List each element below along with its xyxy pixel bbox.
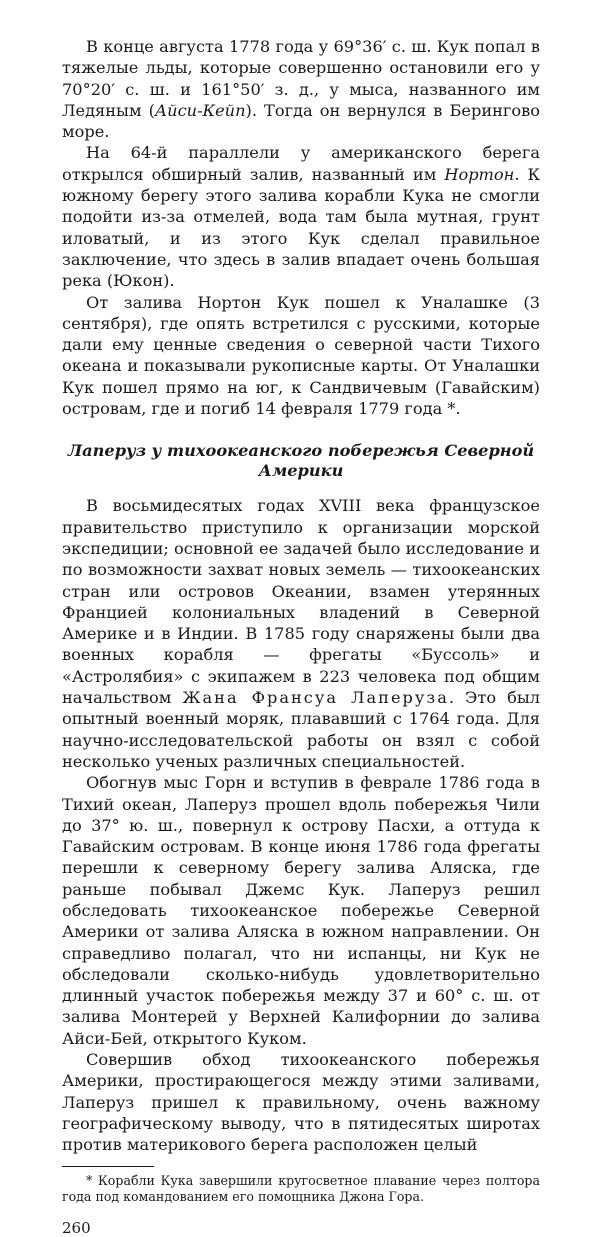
paragraph-text: В конце августа 1778 года у 69°36′ с. ш. Кук попал в тяжелые льды, которые совершенно остановили его у 70°20′ с. ш. и 161°50′ з. д., у мыса, названного им Ледяным ( xyxy=(62,37,540,120)
italic-place-name: Нортон xyxy=(444,164,515,184)
book-page xyxy=(62,36,540,1237)
paragraph-text: . К южному берегу этого залива корабли Кука не смогли подойти из-за отмелей, вода там была мутная, грунт иловатый, и из этого Кук сделал правильное заключение, что здесь в залив впадает очень большая река (Юкон). xyxy=(62,164,540,291)
italic-place-name: Айси-Кейп xyxy=(154,100,246,120)
spaced-person-name: Жана Франсуа Лаперуза xyxy=(182,688,449,708)
paragraph-text: . Это был опытный военный моряк, плававший с 1764 года. Для научно-исследовательской работы он взял с собой несколько ученых различных специальностей. xyxy=(62,688,540,771)
paragraph-norton-bay xyxy=(62,142,540,291)
paragraph-coast-survey: Совершив обход тихоокеанского побережья Америки, простирающегося между этими заливами, Лаперуз пришел к правильному, очень важному географическому выводу, что в пятидесятых широтах против материкового берега расположен целый xyxy=(62,1050,540,1155)
page-number: 260 xyxy=(62,1218,91,1237)
footnote: * Корабли Кука завершили кругосветное плавание через полтора года под командованием его помощника Джона Гора. xyxy=(62,1172,540,1204)
footnote-divider xyxy=(62,1166,154,1167)
paragraph-cook-ice xyxy=(62,36,540,142)
paragraph-cape-horn: Обогнув мыс Горн и вступив в феврале 1786 года в Тихий океан, Лаперуз прошел вдоль побережья Чили до 37° ю. ш., повернул к острову Пасхи, а оттуда к Гавайским островам. В конце июня 1786 года фрегаты перешли к северному берегу залива Аляска, где раньше побывал Джемс Кук. Лаперуз решил обследовать тихоокеанское побережье Северной Америки от залива Аляска в южном направлении. Он справедливо полагал, что ни испанцы, ни Кук не обследовали сколько-нибудь удовлетворительно длинный участок побережья между 37 и 60° с. ш. от залива Монтерей у Верхней Калифорнии до залива Айси-Бей, открытого Куком. xyxy=(62,773,540,1048)
paragraph-unalaska: От залива Нортон Кук пошел к Уналашке (3 сентября), где опять встретился с русскими, которые дали ему ценные сведения о северной части Тихого океана и показывали рукописные карты. От Уналашки Кук пошел прямо на юг, к Сандвичевым (Гавайским) островам, где и погиб 14 февраля 1779 года *. xyxy=(62,292,540,419)
section-heading: Лаперуз у тихоокеанского побережья Северной Америки xyxy=(67,441,535,481)
paragraph-text: В восьмидесятых годах XVIII века французское правительство приступило к организации морской экспедиции; основной ее задачей было исследование и по возможности захват новых земель — тихоокеанских стран или островов Океании, взамен утерянных Францией колониальных владений в Северной Америке и в Индии. В 1785 году снаряжены были два военных корабля — фрегаты «Буссоль» и «Астролябия» с экипажем в 223 человека под общим начальством xyxy=(62,496,540,708)
paragraph-french-expedition xyxy=(62,495,540,772)
paragraph-text: ). Тогда он вернулся в Берингово море. xyxy=(62,100,540,142)
paragraph-text: На 64-й параллели у американского берега открылся обширный залив, названный им xyxy=(62,143,540,184)
